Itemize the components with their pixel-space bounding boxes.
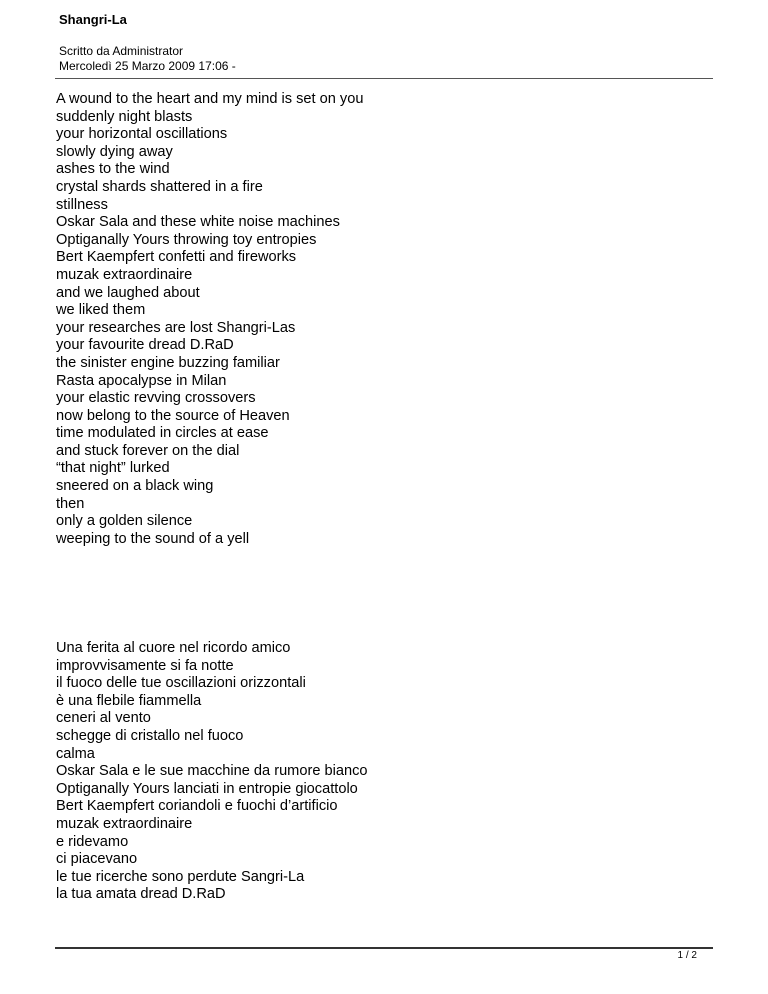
poem-line: Bert Kaempfert coriandoli e fuochi d’artificio (56, 798, 338, 815)
poem-line: your horizontal oscillations (56, 126, 228, 143)
page-number: 1 / 2 (677, 950, 697, 961)
date-line: Mercoledì 25 Marzo 2009 17:06 - (59, 59, 236, 73)
poem-line: we liked them (56, 302, 146, 319)
poem-english (56, 91, 363, 548)
poem-line: ci piacevano (56, 851, 138, 868)
poem-line: now belong to the source of Heaven (56, 407, 290, 424)
poem-line: ashes to the wind (56, 161, 170, 178)
header-divider (55, 78, 713, 79)
poem-line: and we laughed about (56, 284, 200, 301)
poem-line: weeping to the sound of a yell (56, 530, 250, 547)
poem-line: calma (56, 745, 95, 762)
poem-line: time modulated in circles at ease (56, 425, 269, 442)
poem-line: “that night” lurked (56, 460, 170, 477)
poem-line: stillness (56, 196, 108, 213)
poem-line: Rasta apocalypse in Milan (56, 372, 227, 389)
poem-line: schegge di cristallo nel fuoco (56, 727, 244, 744)
page-title: Shangri-La (59, 12, 127, 27)
poem-line: only a golden silence (56, 513, 193, 530)
poem-line: la tua amata dread D.RaD (56, 886, 226, 903)
article-meta (59, 44, 236, 74)
poem-line: e ridevamo (56, 833, 129, 850)
poem-line: A wound to the heart and my mind is set on you (56, 91, 364, 107)
poem-italian (56, 640, 368, 904)
poem-line: il fuoco delle tue oscillazioni orizzontali (56, 675, 306, 692)
poem-line: your elastic revving crossovers (56, 390, 256, 407)
poem-line: slowly dying away (56, 143, 173, 160)
poem-line: improvvisamente si fa notte (56, 657, 234, 674)
poem-line: and stuck forever on the dial (56, 442, 240, 459)
poem-line: your researches are lost Shangri-Las (56, 319, 296, 336)
footer-divider (55, 947, 713, 949)
poem-line: Oskar Sala e le sue macchine da rumore bianco (56, 763, 368, 780)
poem-line: Una ferita al cuore nel ricordo amico (56, 640, 291, 656)
poem-line: suddenly night blasts (56, 108, 193, 125)
poem-line: Optiganally Yours throwing toy entropies (56, 231, 317, 248)
poem-line: ceneri al vento (56, 710, 151, 727)
poem-line: crystal shards shattered in a fire (56, 178, 263, 195)
poem-line: è una flebile fiammella (56, 692, 202, 709)
poem-line: muzak extraordinaire (56, 815, 193, 832)
poem-line: your favourite dread D.RaD (56, 337, 234, 354)
poem-line: Bert Kaempfert confetti and fireworks (56, 249, 297, 266)
poem-line: Optiganally Yours lanciati in entropie giocattolo (56, 780, 358, 797)
poem-line: sneered on a black wing (56, 478, 214, 495)
author-line: Scritto da Administrator (59, 44, 184, 58)
poem-line: then (56, 495, 85, 512)
poem-line: Oskar Sala and these white noise machines (56, 214, 340, 231)
poem-line: the sinister engine buzzing familiar (56, 354, 280, 371)
poem-line: le tue ricerche sono perdute Sangri-La (56, 868, 305, 885)
poem-line: muzak extraordinaire (56, 266, 193, 283)
